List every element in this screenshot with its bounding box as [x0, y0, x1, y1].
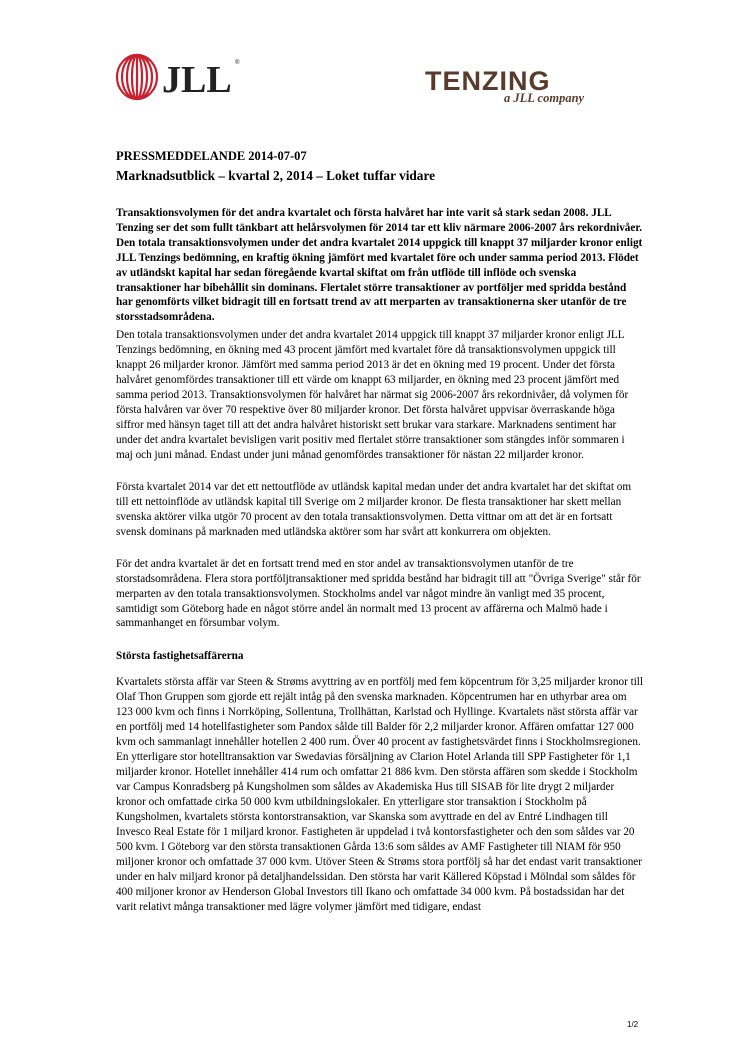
press-release-date: PRESSMEDDELANDE 2014-07-07: [116, 149, 307, 163]
body-paragraph-3: För det andra kvartalet är det en fortsatt trend med en stor andel av transaktionsvolymen utanför de tre storstadsområdena. Flera stora portföljtransaktioner med spridda bestånd har bidragit till att "Övriga Sverige" står för merparten av den totala transaktionsvolymen. Stockholms andel var något mindre än vanligt med 35 procent, samtidigt som Göteborg hade en något större andel än normalt med 13 procent av affärerna och Malmö hade i sammanhanget en försumbar volym.: [116, 557, 641, 630]
body-paragraph-4: Kvartalets största affär var Steen & Strøms avyttring av en portfölj med fem köpcentrum för 3,25 miljarder kronor till Olaf Thon Gruppen som gjorde ett rejält intåg på den svenska marknaden. Köpcentrumen har en uthyrbar area om 123 000 kvm och finns i Norrköping, Sollentuna, Trollhättan, Karlstad och Hyllinge. Kvartalets näst största affär var en portfölj med 14 hotellfastigheter som Pandox sålde till Balder för 2,2 miljarder kronor. Affären omfattar 127 000 kvm och sammanlagt innehåller hotellen 2 400 rum. Över 40 procent av fastighetsvärdet finns i Stockholmsregionen. En ytterligare stor hotelltransaktion var Swedavias försäljning av Clarion Hotel Arlanda till SPP Fastigheter för 1,1 miljarder kronor. Hotellet innehåller 414 rum och omfattar 21 886 kvm. Den största affären som skedde i Stockholm var Campus Konradsberg på Kungsholmen som såldes av Akademiska Hus till SISAB för lite drygt 2 miljarder kronor och omfattade cirka 50 000 kvm utbildningslokaler. En ytterligare stor transaktion i Stockholm på Kungsholmen, kvartalets största kontorstransaktion, var Skanska som avyttrade en del av Entré Lindhagen till Invesco Real Estate för 1 miljard kronor. Fastigheten är uppdelad i två kontorsfastigheter och den som såldes var 20 500 kvm. I Göteborg var den största transaktionen Gårda 13:6 som såldes av AMF Fastigheter till NIAM för 950 miljoner kronor och omfattade 37 000 kvm. Utöver Steen & Strøms stora portfölj så har det endast varit transaktioner under en halv miljard kronor på detaljhandelssidan. Den största har varit Källered Köpstad i Mölndal som såldes för 400 miljoner kronor av Henderson Global Investors till Ikano och omfattade 34 000 kvm. På bostadssidan har det varit relativt många transaktioner med lägre volymer jämfört med tidigare, endast: [116, 676, 644, 913]
tenzing-wordmark: TENZING: [425, 66, 551, 96]
jll-logo: [115, 52, 245, 102]
body-paragraph-2: Första kvartalet 2014 var det ett nettoutflöde av utländsk kapital medan under det andra kvartalet har det skiftat om till ett nettoinflöde av utländsk kapital till Sverige om 2 miljarder kronor. De flesta transaktioner har skett mellan svenska aktörer vilka utgör 70 procent av den totala transaktionsvolymen. Detta vittnar om att det är en fortsatt svensk dominans på marknaden med utländska aktörer som har svårt att konkurrera om objekten.: [116, 480, 632, 538]
jll-logo-graphic: [115, 52, 245, 102]
tenzing-tagline: a JLL company: [504, 91, 585, 105]
body-paragraph-1: Den totala transaktionsvolymen under det andra kvartalet 2014 uppgick till knappt 37 miljarder kronor enligt JLL Tenzings bedömning, en ökning med 43 procent jämfört med kvartalet före då transaktionsvolymen uppgick till knappt 26 miljarder kronor. Jämfört med samma period 2013 är det en ökning med 19 procent. Under det första halvåret genomfördes transaktioner till ett värde om knappt 63 miljarder, en ökning med 23 procent jämfört med samma period 2013. Transaktionsvolymen för halvåret har närmat sig 2006-2007 års rekordnivåer, då volymen för första halvåren var över 70 respektive över 80 miljarder kronor. Det första halvåret uppvisar överraskande höga siffror med hänsyn taget till att det andra halvåret historiskt sett brukar vara starkare. Marknadens sentiment har under det andra kvartalet bevisligen varit positiv med flertalet större transaktioner som stängdes inför sommaren i maj och juni månad. Endast under juni månad genomfördes transaktioner för nästan 22 miljarder kronor.: [116, 329, 629, 461]
page-number: 1/2: [627, 1020, 639, 1029]
page-title: Marknadsutblick – kvartal 2, 2014 – Loket tuffar vidare: [116, 168, 436, 183]
lead-paragraph: Transaktionsvolymen för det andra kvartalet och första halvåret har inte varit så stark sedan 2008. JLL Tenzing ser det som fullt tänkbart att helårsvolymen för 2014 tar ett kliv närmare 2006-2007 års rekordnivåer. Den totala transaktionsvolymen under det andra kvartalet 2014 uppgick till knappt 37 miljarder kronor enligt JLL Tenzings bedömning, en kraftig ökning jämfört med kvartalet före och under samma period 2013. Flödet av utländskt kapital har sedan föregående kvartal skiftat om från utflöde till inflöde och svenska transaktioner har bibehållit sin dominans. Flertalet större transaktioner av portföljer med spridda bestånd har genomförts vilket bidragit till en fortsatt trend av att merparten av transaktionerna sker utanför de tre storsstadsområdena.: [116, 207, 643, 324]
jll-wordmark: JLL: [162, 59, 232, 101]
registered-mark: ®: [235, 60, 240, 66]
section-heading: Största fastighetsaffärerna: [116, 650, 244, 663]
press-release-body: [116, 147, 644, 915]
tenzing-logo: [425, 66, 595, 110]
